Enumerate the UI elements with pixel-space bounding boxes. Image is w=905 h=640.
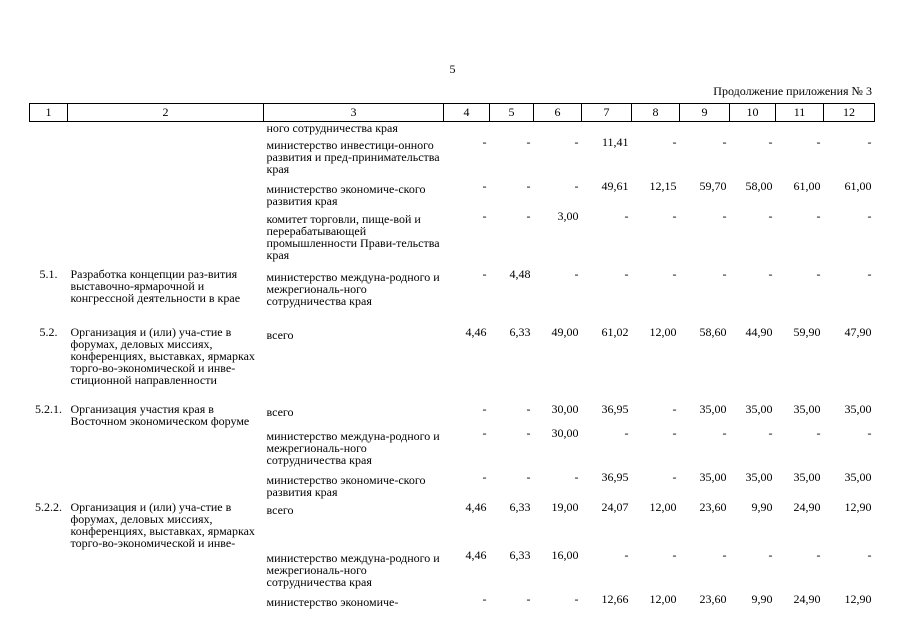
value-cell: 61,00	[844, 178, 872, 193]
value-cell: 4,46	[465, 499, 487, 514]
table-row	[30, 427, 875, 471]
value-cell: -	[482, 591, 487, 606]
column-header: 2	[68, 104, 264, 122]
value-cell	[824, 122, 875, 136]
value-cell: 12,00	[649, 324, 677, 339]
value-cell	[534, 122, 582, 136]
value-cell: -	[624, 547, 629, 562]
column-header: 6	[534, 104, 582, 122]
value-cell: -	[722, 134, 727, 149]
value-cell: -	[722, 266, 727, 281]
value-cell	[582, 122, 632, 136]
value-cell: 49,00	[551, 324, 579, 339]
value-cell: -	[722, 547, 727, 562]
value-cell: -	[482, 134, 487, 149]
value-cell: 16,00	[551, 547, 579, 562]
responsible-party: министерство междуна-родного и межрегиональ-ного сотрудничества края	[266, 550, 440, 589]
value-cell: 47,90	[844, 324, 872, 339]
value-cell: 36,95	[601, 469, 629, 484]
value-cell: -	[867, 134, 872, 149]
value-cell: -	[482, 401, 487, 416]
value-cell: -	[624, 208, 629, 223]
item-description: Организация участия края в Восточном экономическом форуме	[70, 401, 250, 428]
value-cell: -	[672, 266, 677, 281]
value-cell: 3,00	[557, 208, 579, 223]
value-cell: 23,60	[699, 499, 727, 514]
column-header: 10	[730, 104, 776, 122]
column-header: 8	[632, 104, 680, 122]
value-cell: -	[526, 178, 531, 193]
value-cell: 61,00	[793, 178, 821, 193]
value-cell: 12,90	[844, 591, 872, 606]
value-cell: 35,00	[699, 469, 727, 484]
item-number: 5.2.2.	[35, 499, 62, 514]
value-cell: -	[482, 178, 487, 193]
item-number	[30, 549, 68, 593]
value-cell: -	[482, 469, 487, 484]
value-cell	[776, 122, 824, 136]
value-cell: -	[574, 134, 579, 149]
value-cell: -	[867, 266, 872, 281]
value-cell: 35,00	[844, 469, 872, 484]
item-number	[30, 471, 68, 501]
column-header: 12	[824, 104, 875, 122]
column-header: 11	[776, 104, 824, 122]
responsible-party: министерство инвестици-онного развития и пред-принимательства края	[266, 137, 440, 176]
value-cell: 35,00	[793, 401, 821, 416]
value-cell: 4,48	[509, 266, 531, 281]
table-row	[30, 549, 875, 593]
value-cell: -	[482, 208, 487, 223]
value-cell: 35,00	[745, 469, 773, 484]
value-cell: 6,33	[509, 499, 531, 514]
value-cell: -	[768, 547, 773, 562]
value-cell: -	[574, 469, 579, 484]
value-cell: 24,90	[793, 591, 821, 606]
table-row	[30, 326, 875, 403]
value-cell: 24,90	[793, 499, 821, 514]
value-cell: -	[768, 266, 773, 281]
header-row	[30, 104, 875, 122]
value-cell: -	[574, 591, 579, 606]
value-cell: -	[816, 425, 821, 440]
value-cell: -	[722, 208, 727, 223]
item-description	[68, 471, 264, 501]
item-description	[68, 549, 264, 593]
column-header: 1	[30, 104, 68, 122]
value-cell: 12,15	[649, 178, 677, 193]
value-cell: -	[482, 425, 487, 440]
value-cell: -	[768, 134, 773, 149]
value-cell	[730, 122, 776, 136]
value-cell: -	[624, 266, 629, 281]
value-cell: 30,00	[551, 425, 579, 440]
value-cell: -	[574, 266, 579, 281]
responsible-party: министерство междуна-родного и межрегиональ-ного сотрудничества края	[266, 428, 440, 467]
responsible-party: министерство междуна-родного и межрегиональ-ного сотрудничества края	[266, 269, 440, 308]
value-cell: 49,61	[601, 178, 629, 193]
responsible-party: министерство экономиче-ского развития края	[266, 181, 426, 208]
item-description	[68, 427, 264, 471]
table-row	[30, 268, 875, 326]
value-cell	[632, 122, 680, 136]
value-cell: 9,90	[751, 499, 773, 514]
value-cell: -	[722, 425, 727, 440]
column-header: 7	[582, 104, 632, 122]
item-number	[30, 427, 68, 471]
value-cell: 4,46	[465, 547, 487, 562]
value-cell: 6,33	[509, 324, 531, 339]
item-number	[30, 180, 68, 210]
item-description	[68, 180, 264, 210]
item-number	[30, 136, 68, 180]
value-cell: -	[816, 208, 821, 223]
value-cell: 12,66	[601, 591, 629, 606]
value-cell: -	[672, 208, 677, 223]
value-cell	[444, 122, 490, 136]
value-cell	[680, 122, 730, 136]
table-row	[30, 471, 875, 501]
table-row	[30, 122, 875, 136]
value-cell: -	[672, 469, 677, 484]
value-cell: 30,00	[551, 401, 579, 416]
responsible-party: ного сотрудничества края	[266, 121, 398, 135]
value-cell: 61,02	[601, 324, 629, 339]
item-number: 5.1.	[39, 266, 58, 281]
value-cell: -	[574, 178, 579, 193]
responsible-party: министерство экономиче-	[266, 594, 399, 609]
value-cell: 9,90	[751, 591, 773, 606]
item-description: Организация и (или) уча-стие в форумах, деловых миссиях, конференциях, выставках, ярмарках торго-во-экономической и инве-	[70, 499, 255, 550]
responsible-party: комитет торговли, пище-вой и перерабатывающей промышленности Прави-тельства края	[266, 211, 440, 262]
item-description: Организация и (или) уча-стие в форумах, деловых миссиях, конференциях, выставках, ярмарках торго-во-экономической и инве-стиционной направленности	[70, 324, 255, 387]
value-cell: -	[526, 425, 531, 440]
value-cell: 58,60	[699, 324, 727, 339]
item-number: 5.2.1.	[35, 401, 62, 416]
responsible-party: всего	[266, 502, 294, 517]
item-description	[68, 593, 264, 613]
continuation-label: Продолжение приложения № 3	[713, 84, 872, 98]
table-row	[30, 403, 875, 427]
value-cell: 35,00	[844, 401, 872, 416]
value-cell: 12,00	[649, 591, 677, 606]
value-cell: 59,90	[793, 324, 821, 339]
responsible-party: министерство экономиче-ского развития края	[266, 472, 426, 499]
value-cell: -	[768, 208, 773, 223]
value-cell: 19,00	[551, 499, 579, 514]
item-description	[68, 210, 264, 268]
table-row	[30, 593, 875, 613]
responsible-party: всего	[266, 404, 294, 419]
value-cell: -	[816, 547, 821, 562]
value-cell: -	[816, 266, 821, 281]
value-cell: 24,07	[601, 499, 629, 514]
table-row	[30, 501, 875, 549]
value-cell: -	[867, 547, 872, 562]
table-row	[30, 210, 875, 268]
value-cell: -	[816, 134, 821, 149]
value-cell: -	[624, 425, 629, 440]
value-cell	[490, 122, 534, 136]
column-header: 4	[444, 104, 490, 122]
value-cell: -	[526, 208, 531, 223]
column-header: 5	[490, 104, 534, 122]
value-cell: 44,90	[745, 324, 773, 339]
item-number	[30, 210, 68, 268]
value-cell: -	[526, 469, 531, 484]
value-cell: 36,95	[601, 401, 629, 416]
value-cell: 35,00	[745, 401, 773, 416]
item-description	[68, 122, 264, 136]
value-cell: -	[526, 591, 531, 606]
value-cell: 6,33	[509, 547, 531, 562]
value-cell: -	[672, 425, 677, 440]
responsible-party: всего	[266, 327, 294, 342]
value-cell: 58,00	[745, 178, 773, 193]
item-description	[68, 136, 264, 180]
value-cell: -	[482, 266, 487, 281]
value-cell: 23,60	[699, 591, 727, 606]
value-cell: 59,70	[699, 178, 727, 193]
value-cell: -	[867, 208, 872, 223]
value-cell: 4,46	[465, 324, 487, 339]
value-cell: 12,00	[649, 499, 677, 514]
value-cell: -	[867, 425, 872, 440]
table-row	[30, 136, 875, 180]
column-header: 3	[264, 104, 444, 122]
item-description: Разработка концепции раз-вития выставочно-ярмарочной и конгрессной деятельности в крае	[70, 266, 241, 305]
page-number: 5	[449, 62, 456, 76]
value-cell: -	[672, 401, 677, 416]
value-cell: -	[526, 134, 531, 149]
appendix-table	[29, 103, 875, 613]
table-row	[30, 180, 875, 210]
item-number	[30, 593, 68, 613]
value-cell: 35,00	[699, 401, 727, 416]
value-cell: -	[672, 134, 677, 149]
value-cell: -	[672, 547, 677, 562]
value-cell: -	[768, 425, 773, 440]
value-cell: 11,41	[601, 134, 629, 149]
column-header: 9	[680, 104, 730, 122]
value-cell: 35,00	[793, 469, 821, 484]
value-cell: -	[526, 401, 531, 416]
value-cell: 12,90	[844, 499, 872, 514]
item-number	[30, 122, 68, 136]
item-number: 5.2.	[39, 324, 58, 339]
